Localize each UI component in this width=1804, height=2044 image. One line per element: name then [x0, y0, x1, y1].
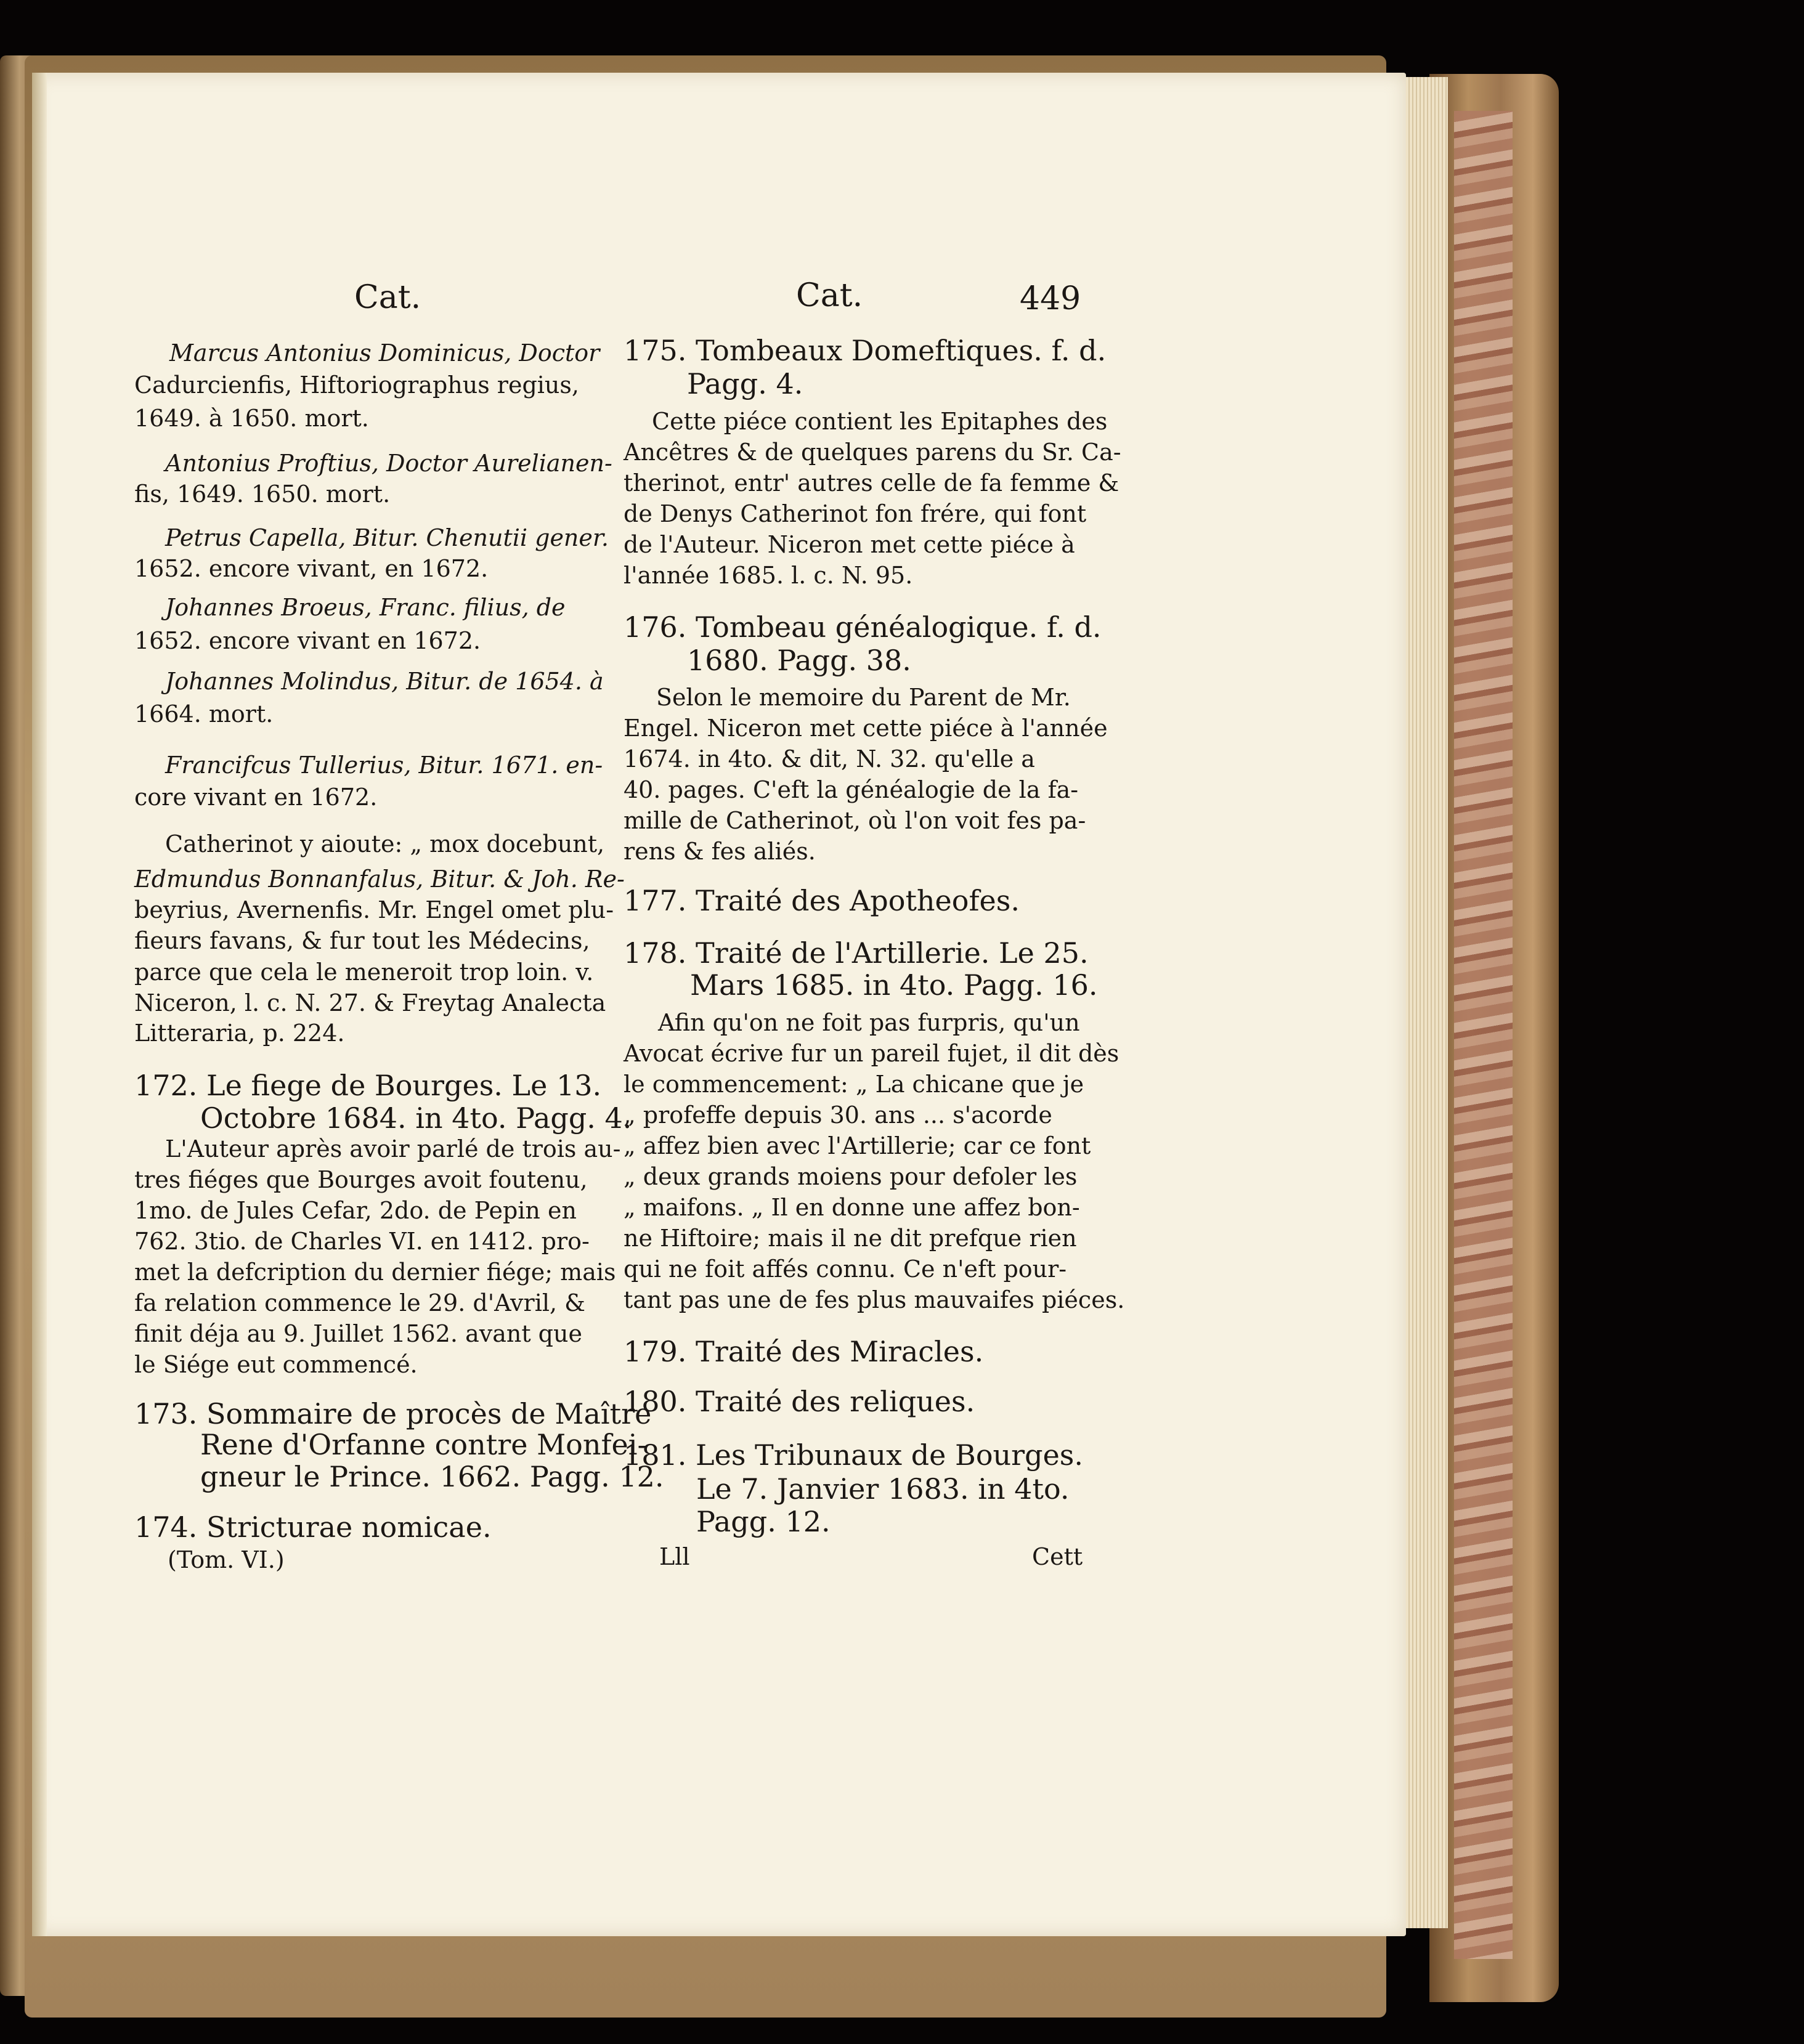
running-head-left: Cat. — [354, 279, 421, 316]
text-line: Francifcus Tullerius, Bitur. 1671. en- — [165, 752, 603, 779]
text-line: „ maifons. „ Il en donne une affez bon- — [624, 1194, 1080, 1221]
entry-heading: 179. Traité des Miracles. — [624, 1335, 984, 1368]
text-line: „ deux grands moiens pour defoler les — [624, 1163, 1078, 1190]
text-line: 40. pages. C'eft la généalogie de la fa- — [624, 776, 1079, 803]
text-line: Avocat écrive fur un pareil fujet, il dit dès — [624, 1040, 1119, 1067]
text-line: Johannes Molindus, Bitur. de 1654. à — [165, 668, 604, 695]
text-line: Catherinot y aioute: „ mox docebunt, — [165, 830, 605, 858]
text-line: therinot, entr' autres celle de fa femme & — [624, 469, 1119, 497]
text-line: finit déja au 9. Juillet 1562. avant que — [134, 1320, 582, 1347]
text-line: 1649. à 1650. mort. — [134, 405, 369, 432]
entry-heading: 180. Traité des reliques. — [624, 1385, 975, 1418]
text-line: met la defcription du dernier fiége; mais — [134, 1259, 616, 1286]
text-line: de l'Auteur. Niceron met cette piéce à — [624, 531, 1075, 558]
text-line: Petrus Capella, Bitur. Chenutii gener. — [165, 524, 609, 551]
text-line: Selon le memoire du Parent de Mr. — [656, 684, 1071, 711]
text-line: rens & fes aliés. — [624, 838, 816, 865]
text-line: Johannes Broeus, Franc. filius, de — [165, 594, 566, 621]
text-line: 762. 3tio. de Charles VI. en 1412. pro- — [134, 1228, 590, 1255]
text-line: l'année 1685. l. c. N. 95. — [624, 562, 913, 589]
page-gutter — [32, 73, 47, 1936]
text-line: qui ne foit affés connu. Ce n'eft pour- — [624, 1255, 1067, 1283]
text-line: 1674. in 4to. & dit, N. 32. qu'elle a — [624, 745, 1035, 773]
catchword: Cett — [1032, 1543, 1083, 1570]
entry-heading: 181. Les Tribunaux de Bourges. — [624, 1438, 1084, 1472]
text-line: Afin qu'on ne foit pas furpris, qu'un — [658, 1009, 1080, 1036]
text-line: Litteraria, p. 224. — [134, 1020, 345, 1047]
entry-heading: 173. Sommaire de procès de Maître — [134, 1397, 652, 1430]
text-line: 1mo. de Jules Cefar, 2do. de Pepin en — [134, 1197, 577, 1224]
text-line: Antonius Proftius, Doctor Aurelianen- — [165, 450, 612, 477]
entry-heading: 174. Stricturae nomicae. — [134, 1511, 492, 1544]
entry-heading: 176. Tombeau généalogique. f. d. — [624, 610, 1102, 644]
running-head-center: Cat. — [796, 277, 863, 314]
text-line: Cette piéce contient les Epitaphes des — [652, 408, 1108, 435]
marbled-edge — [1454, 111, 1513, 1959]
entry-heading: 172. Le fiege de Bourges. Le 13. — [134, 1069, 602, 1102]
text-line: Edmundus Bonnanfalus, Bitur. & Joh. Re- — [134, 866, 625, 893]
entry-heading: 177. Traité des Apotheofes. — [624, 884, 1020, 917]
entry-heading: 1680. Pagg. 38. — [687, 644, 911, 677]
entry-heading: Le 7. Janvier 1683. in 4to. — [696, 1472, 1070, 1506]
text-line: Niceron, l. c. N. 27. & Freytag Analecta — [134, 989, 606, 1016]
text-line: Cadurcienfis, Hiftoriographus regius, — [134, 371, 579, 399]
text-line: 1664. mort. — [134, 700, 274, 728]
text-line: tres fiéges que Bourges avoit foutenu, — [134, 1166, 588, 1193]
text-line: L'Auteur après avoir parlé de trois au- — [165, 1135, 621, 1162]
text-line: „ profeffe depuis 30. ans ... s'acorde — [624, 1101, 1052, 1129]
entry-heading: gneur le Prince. 1662. Pagg. 12. — [200, 1460, 664, 1493]
entry-heading: 178. Traité de l'Artillerie. Le 25. — [624, 936, 1089, 970]
entry-heading: Rene d'Orfanne contre Monfei- — [200, 1428, 647, 1461]
entry-heading: 175. Tombeaux Domeftiques. f. d. — [624, 334, 1107, 367]
text-line: tant pas une de fes plus mauvaifes piéces. — [624, 1286, 1125, 1313]
text-line: fa relation commence le 29. d'Avril, & — [134, 1289, 585, 1316]
volume-signature: (Tom. VI.) — [168, 1546, 285, 1573]
text-line: de Denys Catherinot fon frére, qui font — [624, 500, 1087, 527]
text-line: beyrius, Avernenfis. Mr. Engel omet plu- — [134, 896, 614, 923]
text-line: Ancêtres & de quelques parens du Sr. Ca- — [624, 439, 1121, 466]
text-line: fis, 1649. 1650. mort. — [134, 481, 391, 508]
entry-heading: Pagg. 12. — [696, 1505, 831, 1538]
text-line: 1652. encore vivant en 1672. — [134, 627, 481, 654]
entry-heading: Octobre 1684. in 4to. Pagg. 4. — [200, 1101, 632, 1135]
text-line: parce que cela le meneroit trop loin. v. — [134, 959, 594, 986]
page-number: 449 — [1020, 280, 1081, 317]
text-line: le commencement: „ La chicane que je — [624, 1071, 1084, 1098]
signature-mark: Lll — [659, 1543, 690, 1570]
text-line: mille de Catherinot, où l'on voit fes pa- — [624, 807, 1086, 834]
text-line: „ affez bien avec l'Artillerie; car ce font — [624, 1132, 1091, 1159]
text-line: ne Hiftoire; mais il ne dit prefque rien — [624, 1225, 1077, 1252]
book-cover-right — [1429, 74, 1559, 2002]
entry-heading: Pagg. 4. — [687, 367, 803, 400]
text-line: Engel. Niceron met cette piéce à l'année — [624, 715, 1108, 742]
text-line: core vivant en 1672. — [134, 784, 378, 811]
text-line: 1652. encore vivant, en 1672. — [134, 555, 489, 582]
entry-heading: Mars 1685. in 4to. Pagg. 16. — [690, 968, 1098, 1002]
text-line: Marcus Antonius Dominicus, Doctor — [169, 339, 600, 367]
text-line: fieurs favans, & fur tout les Médecins, — [134, 927, 590, 954]
text-line: le Siége eut commencé. — [134, 1351, 418, 1378]
